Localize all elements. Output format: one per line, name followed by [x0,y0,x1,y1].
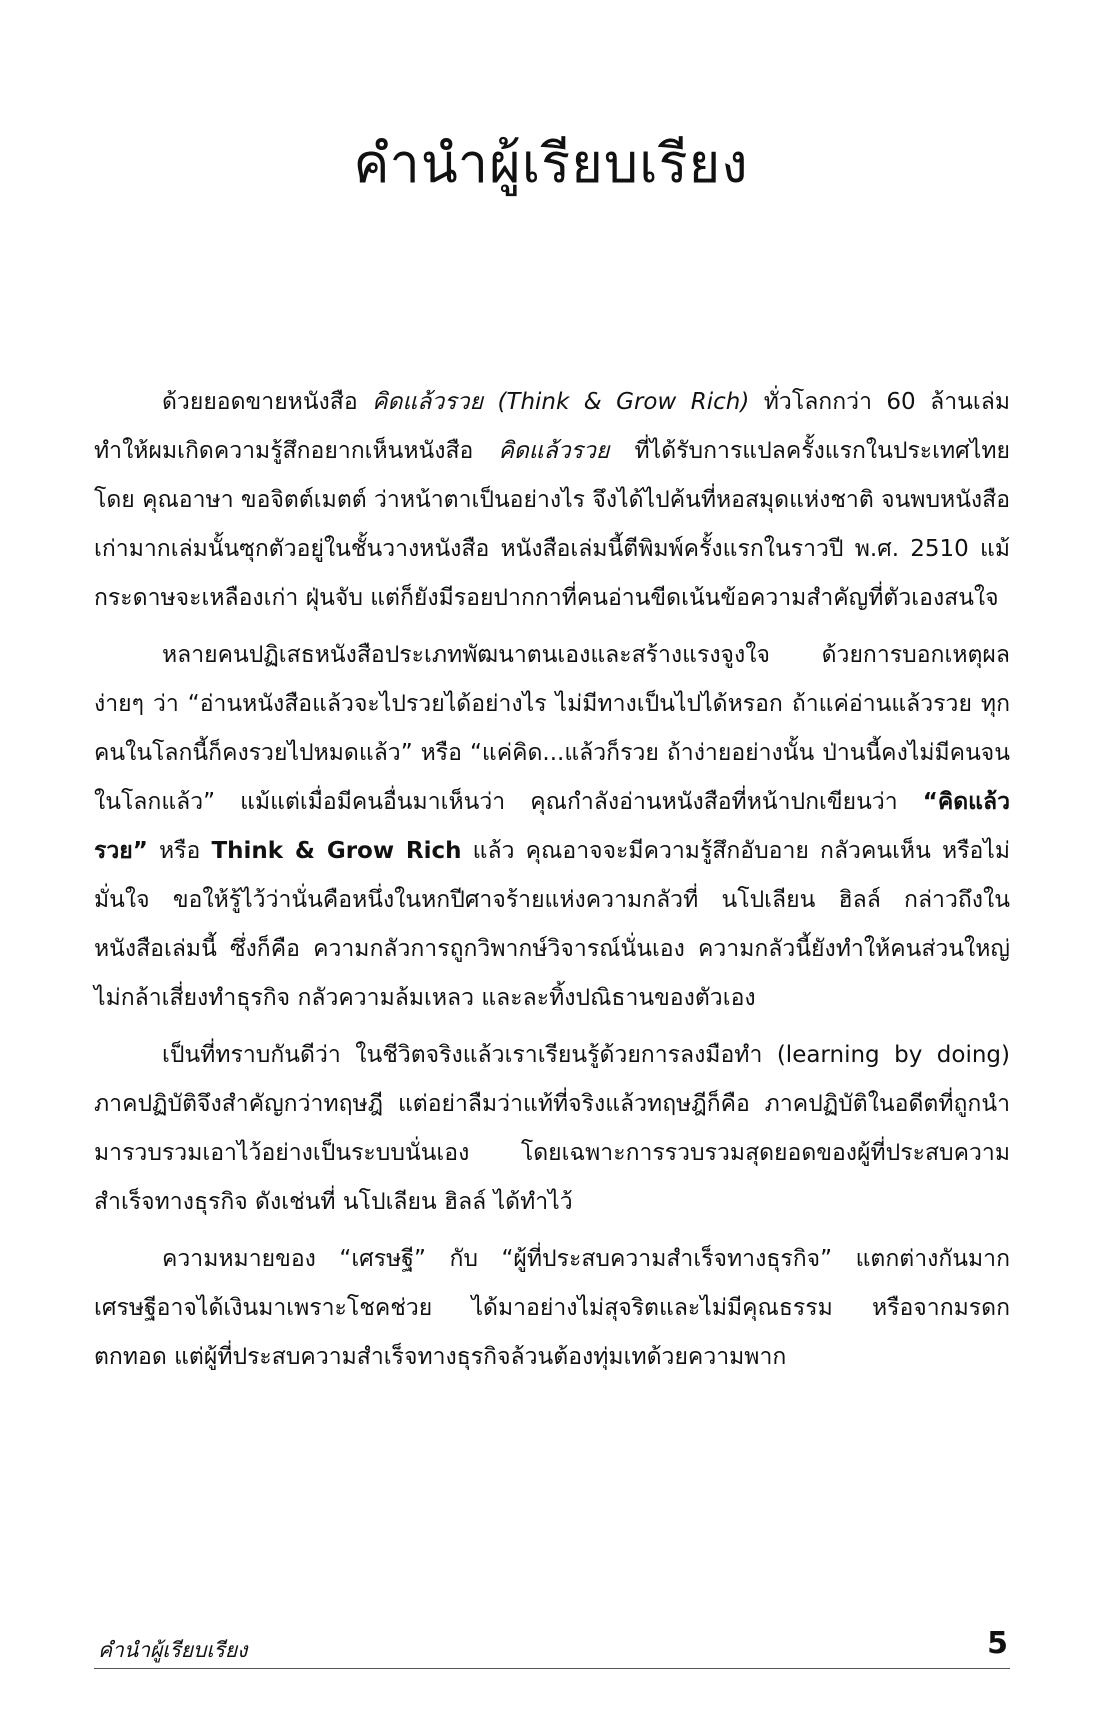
page-number: 5 [987,1626,1008,1661]
body-text [94,378,1010,1390]
running-footer-title: คำนำผู้เรียบเรียง [98,1638,248,1662]
paragraph-1-text-e: ที่ได้รับการแปลครั้งแรกในประเทศไทยโดย คุณอาษา ขอจิตต์เมตต์ ว่าหน้าตาเป็นอย่างไร จึงได้ไปค้นที่หอสมุดแห่งชาติ จนพบหนังสือเก่ามากเล่มนั้นซุกตัวอยู่ในชั้นวางหนังสือ หนังสือเล่มนี้ตีพิมพ์ครั้งแรกในราวปี พ.ศ. 2510 แม้กระดาษจะเหลืองเก่า ฝุ่นจับ แต่ก็ยังมีรอยปากกาที่คนอ่านขีดเน้นข้อความสำคัญที่ตัวเองสนใจ [94,438,1011,611]
paragraph-2 [94,631,1010,1023]
book-title-bold-english: Think & Grow Rich [211,838,462,864]
page-title: คำนำผู้เรียบเรียง [353,132,749,195]
page-footer [94,1628,1010,1669]
book-title-bold-thai: “คิดแล้วรวย” [94,789,1010,864]
book-title-italic: คิดแล้วรวย (Think & Grow Rich) [372,389,750,415]
paragraph-3: เป็นที่ทราบกันดีว่า ในชีวิตจริงแล้วเราเรียนรู้ด้วยการลงมือทำ (learning by doing) ภาคปฏิบัติจึงสำคัญกว่าทฤษฎี แต่อย่าลืมว่าแท้ที่จริงแล้วทฤษฎีก็คือ ภาคปฏิบัติในอดีตที่ถูกนำมารวบรวมเอาไว้อย่างเป็นระบบนั่นเอง โดยเฉพาะการรวบรวมสุดยอดของผู้ที่ประสบความสำเร็จทางธุรกิจ ดังเช่นที่ นโปเลียน ฮิลล์ ได้ทำไว้ [94,1042,1010,1215]
book-title-italic-2: คิดแล้วรวย [498,438,610,464]
paragraph-1 [94,378,1010,623]
paragraph-1-text-a: ด้วยยอดขายหนังสือ [162,389,373,415]
paragraph-2-text-a: หลายคนปฏิเสธหนังสือประเภทพัฒนาตนเองและสร้างแรงจูงใจ ด้วยการบอกเหตุผลง่ายๆ ว่า “อ่านหนังสือแล้วจะไปรวยได้อย่างไร ไม่มีทางเป็นไปได้หรอก ถ้าแค่อ่านแล้วรวย ทุกคนในโลกนี้ก็คงรวยไปหมดแล้ว” หรือ “แค่คิด...แล้วก็รวย ถ้าง่ายอย่างนั้น ป่านนี้คงไม่มีคนจนในโลกแล้ว” แม้แต่เมื่อมีคนอื่นมาเห็นว่า คุณกำลังอ่านหนังสือที่หน้าปกเขียนว่า [94,642,1010,815]
paragraph-1-text-c: ทั่วโลกกว่า 60 ล้านเล่ม ทำให้ผมเกิดความรู้สึกอยากเห็นหนังสือ [94,389,1010,464]
paragraph-2-text-e: แล้ว คุณอาจจะมีความรู้สึกอับอาย กลัวคนเห็น หรือไม่มั่นใจ ขอให้รู้ไว้ว่านั่นคือหนึ่งในหกปีศาจร้ายแห่งความกลัวที่ นโปเลียน ฮิลล์ กล่าวถึงในหนังสือเล่มนี้ ซึ่งก็คือ ความกลัวการถูกวิพากษ์วิจารณ์นั่นเอง ความกลัวนี้ยังทำให้คนส่วนใหญ่ไม่กล้าเสี่ยงทำธุรกิจ กลัวความล้มเหลว และละทิ้งปณิธานของตัวเอง [94,838,1011,1011]
paragraph-2-text-c: หรือ [147,838,212,864]
paragraph-4: ความหมายของ “เศรษฐี” กับ “ผู้ที่ประสบความสำเร็จทางธุรกิจ” แตกต่างกันมาก เศรษฐีอาจได้เงินมาเพราะโชคช่วย ได้มาอย่างไม่สุจริตและไม่มีคุณธรรม หรือจากมรดกตกทอด แต่ผู้ที่ประสบความสำเร็จทางธุรกิจล้วนต้องทุ่มเทด้วยความพาก [94,1246,1010,1370]
